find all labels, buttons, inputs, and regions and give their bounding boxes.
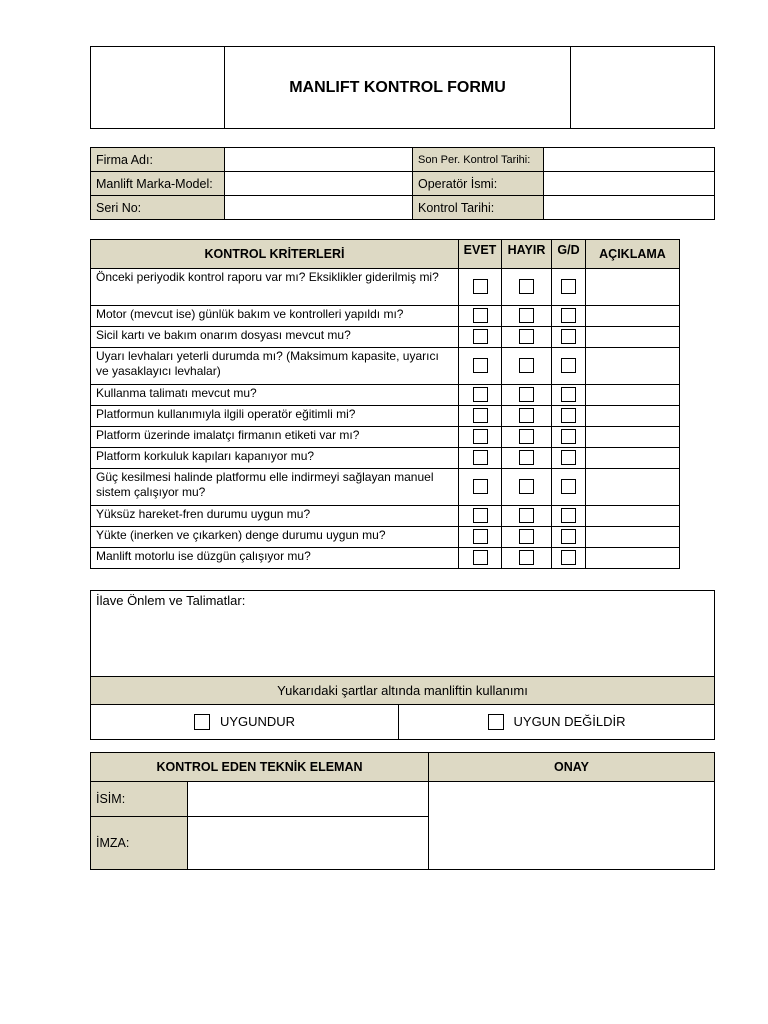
evet-checkbox[interactable] bbox=[473, 279, 488, 294]
evet-cell bbox=[459, 427, 502, 448]
hayir-checkbox[interactable] bbox=[519, 408, 534, 423]
instructions-table bbox=[90, 590, 715, 740]
criteria-question: Kullanma talimatı mevcut mu? bbox=[91, 385, 459, 406]
hayir-cell bbox=[502, 306, 552, 327]
firma-field[interactable] bbox=[225, 148, 413, 172]
criteria-row bbox=[91, 385, 680, 406]
instructions-field[interactable] bbox=[91, 591, 715, 677]
hayir-checkbox[interactable] bbox=[519, 387, 534, 402]
hayir-cell bbox=[502, 327, 552, 348]
criteria-row bbox=[91, 548, 680, 569]
criteria-question: Platform üzerinde imalatçı firmanın etiketi var mı? bbox=[91, 427, 459, 448]
onay-field[interactable] bbox=[429, 782, 715, 870]
evet-header bbox=[459, 240, 502, 269]
aciklama-field[interactable] bbox=[586, 348, 680, 385]
evet-checkbox[interactable] bbox=[473, 529, 488, 544]
aciklama-field[interactable] bbox=[586, 385, 680, 406]
onay-header: ONAY bbox=[429, 753, 715, 782]
gd-cell bbox=[552, 327, 586, 348]
gd-cell bbox=[552, 385, 586, 406]
hayir-checkbox[interactable] bbox=[519, 450, 534, 465]
gd-checkbox[interactable] bbox=[561, 329, 576, 344]
hayir-cell bbox=[502, 348, 552, 385]
aciklama-field[interactable] bbox=[586, 469, 680, 506]
evet-cell bbox=[459, 448, 502, 469]
hayir-cell bbox=[502, 448, 552, 469]
hayir-cell bbox=[502, 506, 552, 527]
instructions-label: İlave Önlem ve Talimatlar: bbox=[96, 593, 246, 608]
evet-checkbox[interactable] bbox=[473, 408, 488, 423]
gd-checkbox[interactable] bbox=[561, 508, 576, 523]
aciklama-field[interactable] bbox=[586, 327, 680, 348]
hayir-cell bbox=[502, 385, 552, 406]
hayir-checkbox[interactable] bbox=[519, 479, 534, 494]
gd-checkbox[interactable] bbox=[561, 479, 576, 494]
gd-checkbox[interactable] bbox=[561, 387, 576, 402]
evet-checkbox[interactable] bbox=[473, 479, 488, 494]
criteria-question: Sicil kartı ve bakım onarım dosyası mevcut mu? bbox=[91, 327, 459, 348]
hayir-checkbox[interactable] bbox=[519, 529, 534, 544]
option-uygundur[interactable] bbox=[91, 705, 399, 740]
hayir-cell bbox=[502, 548, 552, 569]
operator-field[interactable] bbox=[544, 172, 715, 196]
info-table bbox=[90, 147, 715, 220]
hayir-header-text: HAYIR bbox=[507, 243, 546, 257]
hayir-header bbox=[502, 240, 552, 269]
kontrol-tarihi-label: Kontrol Tarihi: bbox=[413, 196, 544, 220]
evet-checkbox[interactable] bbox=[473, 358, 488, 373]
criteria-question: Platform korkuluk kapıları kapanıyor mu? bbox=[91, 448, 459, 469]
hayir-checkbox[interactable] bbox=[519, 279, 534, 294]
usage-text: Yukarıdaki şartlar altında manliftin kullanımı bbox=[91, 677, 715, 705]
gd-cell bbox=[552, 348, 586, 385]
evet-cell bbox=[459, 506, 502, 527]
evet-checkbox[interactable] bbox=[473, 387, 488, 402]
evet-checkbox[interactable] bbox=[473, 450, 488, 465]
evet-cell bbox=[459, 469, 502, 506]
gd-header-text: G/D bbox=[557, 243, 580, 257]
hayir-cell bbox=[502, 269, 552, 306]
criteria-row bbox=[91, 269, 680, 306]
aciklama-field[interactable] bbox=[586, 548, 680, 569]
uygundur-label: UYGUNDUR bbox=[219, 713, 296, 729]
criteria-row bbox=[91, 306, 680, 327]
hayir-cell bbox=[502, 406, 552, 427]
seri-field[interactable] bbox=[225, 196, 413, 220]
gd-cell bbox=[552, 269, 586, 306]
evet-cell bbox=[459, 306, 502, 327]
hayir-checkbox[interactable] bbox=[519, 329, 534, 344]
gd-checkbox[interactable] bbox=[561, 450, 576, 465]
hayir-cell bbox=[502, 469, 552, 506]
aciklama-field[interactable] bbox=[586, 506, 680, 527]
evet-checkbox[interactable] bbox=[473, 329, 488, 344]
criteria-row bbox=[91, 327, 680, 348]
imza-label: İMZA: bbox=[91, 817, 188, 870]
operator-label: Operatör İsmi: bbox=[413, 172, 544, 196]
evet-cell bbox=[459, 385, 502, 406]
option-uygun-degildir[interactable] bbox=[399, 705, 715, 740]
uygun-degildir-checkbox[interactable] bbox=[488, 714, 504, 730]
evet-checkbox[interactable] bbox=[473, 508, 488, 523]
criteria-question: Yükte (inerken ve çıkarken) denge durumu uygun mu? bbox=[91, 527, 459, 548]
evet-cell bbox=[459, 269, 502, 306]
criteria-question: Manlift motorlu ise düzgün çalışıyor mu? bbox=[91, 548, 459, 569]
hayir-checkbox[interactable] bbox=[519, 429, 534, 444]
gd-checkbox[interactable] bbox=[561, 279, 576, 294]
gd-cell bbox=[552, 427, 586, 448]
criteria-question: Uyarı levhaları yeterli durumda mı? (Maksimum kapasite, uyarıcı ve yasaklayıcı levhalar) bbox=[91, 348, 459, 385]
evet-cell bbox=[459, 327, 502, 348]
gd-checkbox[interactable] bbox=[561, 408, 576, 423]
criteria-row bbox=[91, 469, 680, 506]
criteria-question: Güç kesilmesi halinde platformu elle indirmeyi sağlayan manuel sistem çalışıyor mu? bbox=[91, 469, 459, 506]
hayir-checkbox[interactable] bbox=[519, 508, 534, 523]
son-per-field[interactable] bbox=[544, 148, 715, 172]
evet-checkbox[interactable] bbox=[473, 308, 488, 323]
evet-cell bbox=[459, 348, 502, 385]
criteria-question: Platformun kullanımıyla ilgili operatör eğitimli mi? bbox=[91, 406, 459, 427]
criteria-row bbox=[91, 506, 680, 527]
evet-cell bbox=[459, 548, 502, 569]
marka-label: Manlift Marka-Model: bbox=[91, 172, 225, 196]
criteria-table bbox=[90, 239, 680, 569]
criteria-row bbox=[91, 527, 680, 548]
hayir-cell bbox=[502, 427, 552, 448]
gd-cell bbox=[552, 548, 586, 569]
evet-checkbox[interactable] bbox=[473, 550, 488, 565]
aciklama-field[interactable] bbox=[586, 448, 680, 469]
aciklama-field[interactable] bbox=[586, 527, 680, 548]
evet-cell bbox=[459, 527, 502, 548]
uygun-degildir-label: UYGUN DEĞİLDİR bbox=[513, 713, 626, 729]
criteria-row bbox=[91, 448, 680, 469]
gd-checkbox[interactable] bbox=[561, 358, 576, 373]
signature-table bbox=[90, 752, 715, 870]
aciklama-header: AÇIKLAMA bbox=[586, 240, 680, 269]
gd-cell bbox=[552, 406, 586, 427]
gd-checkbox[interactable] bbox=[561, 529, 576, 544]
gd-cell bbox=[552, 448, 586, 469]
gd-cell bbox=[552, 469, 586, 506]
criteria-row bbox=[91, 406, 680, 427]
hayir-cell bbox=[502, 527, 552, 548]
criteria-row bbox=[91, 348, 680, 385]
teknik-eleman-header: KONTROL EDEN TEKNİK ELEMAN bbox=[91, 753, 429, 782]
gd-header bbox=[552, 240, 586, 269]
logo-cell-left bbox=[91, 47, 225, 129]
kontrol-tarihi-field[interactable] bbox=[544, 196, 715, 220]
form-header bbox=[90, 46, 715, 129]
uygundur-checkbox[interactable] bbox=[194, 714, 210, 730]
criteria-row bbox=[91, 427, 680, 448]
isim-label: İSİM: bbox=[91, 782, 188, 817]
hayir-checkbox[interactable] bbox=[519, 308, 534, 323]
hayir-checkbox[interactable] bbox=[519, 358, 534, 373]
gd-cell bbox=[552, 506, 586, 527]
criteria-question: Yüksüz hareket-fren durumu uygun mu? bbox=[91, 506, 459, 527]
criteria-question: Motor (mevcut ise) günlük bakım ve kontrolleri yapıldı mı? bbox=[91, 306, 459, 327]
gd-cell bbox=[552, 527, 586, 548]
hayir-checkbox[interactable] bbox=[519, 550, 534, 565]
gd-cell bbox=[552, 306, 586, 327]
logo-cell-right bbox=[571, 47, 715, 129]
evet-checkbox[interactable] bbox=[473, 429, 488, 444]
criteria-header: KONTROL KRİTERLERİ bbox=[91, 240, 459, 269]
firma-label: Firma Adı: bbox=[91, 148, 225, 172]
criteria-question: Önceki periyodik kontrol raporu var mı? Eksiklikler giderilmiş mi? bbox=[91, 269, 459, 306]
aciklama-field[interactable] bbox=[586, 269, 680, 306]
marka-field[interactable] bbox=[225, 172, 413, 196]
evet-cell bbox=[459, 406, 502, 427]
criteria-body bbox=[91, 269, 680, 569]
isim-field[interactable] bbox=[188, 782, 429, 817]
son-per-label: Son Per. Kontrol Tarihi: bbox=[413, 148, 544, 172]
imza-field[interactable] bbox=[188, 817, 429, 870]
form-title: MANLIFT KONTROL FORMU bbox=[225, 47, 571, 129]
seri-label: Seri No: bbox=[91, 196, 225, 220]
aciklama-field[interactable] bbox=[586, 306, 680, 327]
gd-checkbox[interactable] bbox=[561, 429, 576, 444]
aciklama-field[interactable] bbox=[586, 427, 680, 448]
aciklama-field[interactable] bbox=[586, 406, 680, 427]
gd-checkbox[interactable] bbox=[561, 308, 576, 323]
evet-header-text: EVET bbox=[463, 243, 497, 257]
gd-checkbox[interactable] bbox=[561, 550, 576, 565]
